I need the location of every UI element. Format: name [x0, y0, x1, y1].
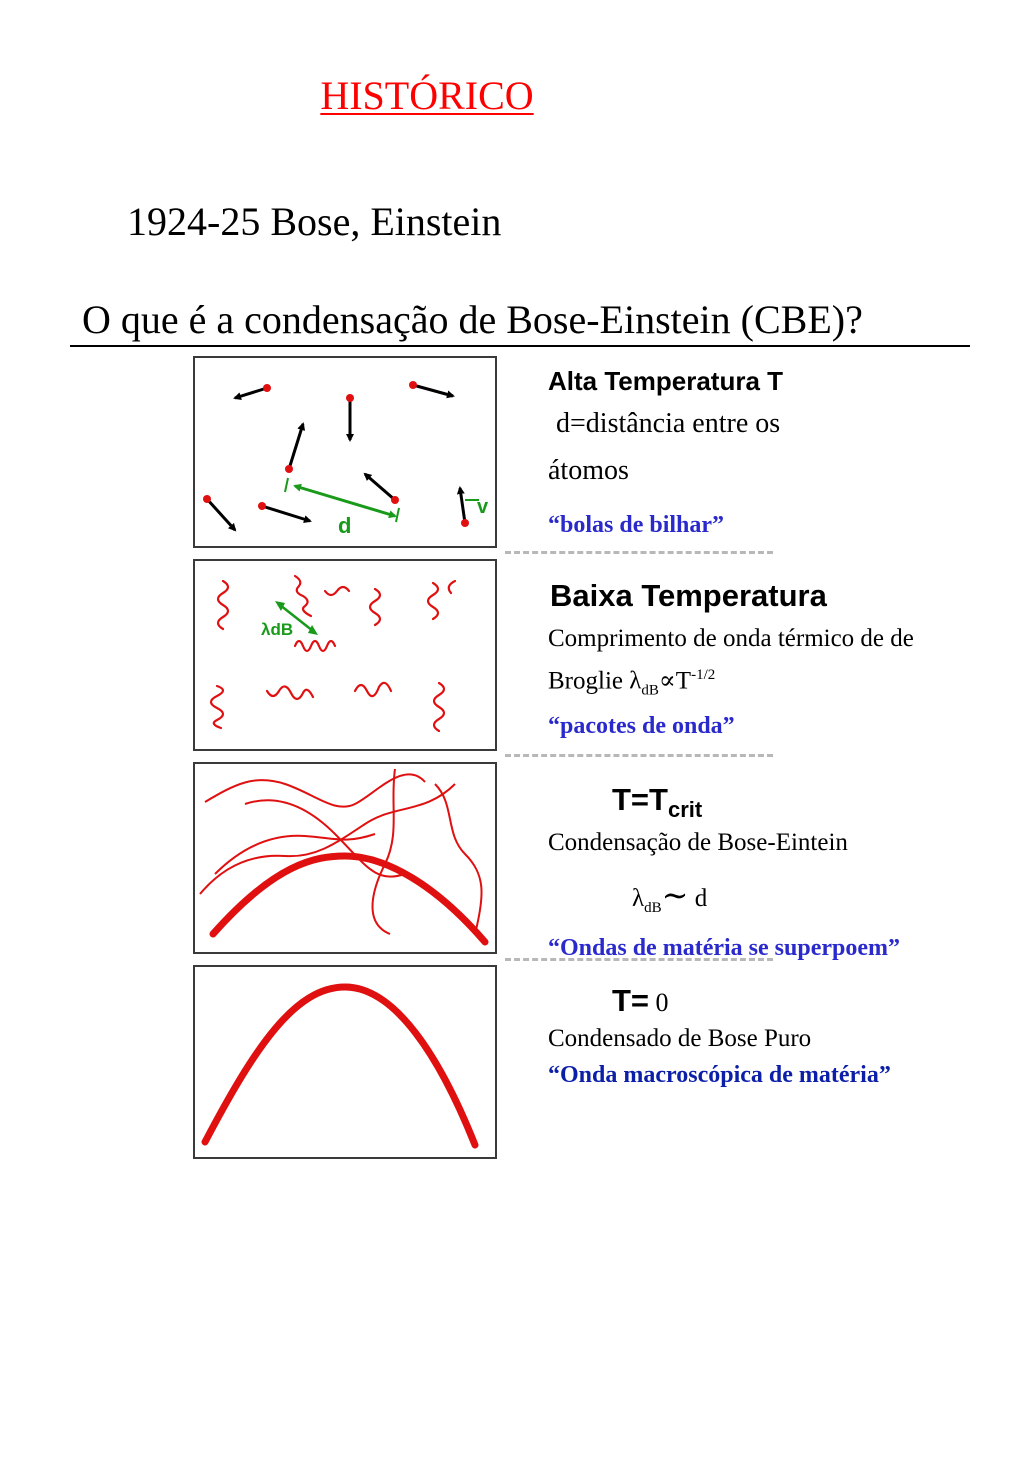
- page-title: HISTÓRICO: [320, 73, 534, 118]
- panel-zero-temperature: [193, 965, 497, 1159]
- high-temp-line2: átomos: [548, 455, 629, 486]
- proportional-symbol: ∝T: [658, 667, 692, 695]
- low-temp-quote: “pacotes de onda”: [548, 713, 735, 739]
- date-line: 1924-25 Bose, Einstein: [127, 199, 502, 244]
- high-temp-heading: Alta Temperatura T: [548, 366, 784, 396]
- high-temp-quote-clip: [548, 512, 788, 538]
- tilde-symbol: ∼: [661, 877, 689, 913]
- panel-high-temperature: [193, 356, 497, 548]
- tcrit-quote: “Ondas de matéria se superpoem”: [548, 935, 900, 961]
- tcrit-T: T=T: [612, 782, 668, 817]
- tcrit-relation: [632, 877, 708, 923]
- tcrit-d: d: [688, 885, 708, 912]
- tzero-heading: [612, 983, 669, 1019]
- billiard-balls-figure: [195, 358, 495, 546]
- tzero-line1: Condensado de Bose Puro: [548, 1025, 812, 1052]
- question-text: O que é a condensação de Bose-Einstein (CBE)?: [82, 297, 863, 342]
- macroscopic-wave-figure: [195, 967, 495, 1157]
- low-temp-quote-clip: [548, 713, 788, 741]
- tcrit-heading: [612, 782, 702, 823]
- dashed-separator-2: [505, 754, 773, 757]
- overlapping-waves-figure: [195, 764, 495, 952]
- panel-critical-temperature: [193, 762, 497, 954]
- velocity-label: v: [477, 496, 489, 518]
- tcrit-lambda: λ: [632, 885, 645, 912]
- high-temp-quote: “bolas de bilhar”: [548, 512, 725, 538]
- high-temp-line1: d=distância entre os: [556, 408, 781, 439]
- tcrit-line1: Condensação de Bose-Eintein: [548, 829, 848, 856]
- lambda-symbol: λ: [629, 667, 642, 695]
- tzero-zero: 0: [649, 988, 669, 1017]
- panel-low-temperature: [193, 559, 497, 751]
- broglie-text: Broglie: [548, 667, 630, 695]
- lambda-subscript: dB: [641, 682, 659, 699]
- tzero-T: T=: [612, 983, 650, 1018]
- dashed-separator-1: [505, 551, 773, 554]
- tzero-quote: “Onda macroscópica de matéria”: [548, 1062, 891, 1088]
- wave-packets-figure: [195, 561, 495, 749]
- low-temp-line2: [548, 660, 715, 705]
- exponent: -1/2: [691, 667, 716, 683]
- question-heading: [70, 296, 970, 347]
- tcrit-sub: crit: [667, 797, 703, 823]
- low-temp-heading: Baixa Temperatura: [550, 578, 827, 613]
- lambda-label: λdB: [261, 620, 294, 639]
- tcrit-lambda-sub: dB: [644, 900, 662, 916]
- low-temp-line1: Comprimento de onda térmico de de: [548, 625, 914, 652]
- distance-label: d: [338, 513, 352, 538]
